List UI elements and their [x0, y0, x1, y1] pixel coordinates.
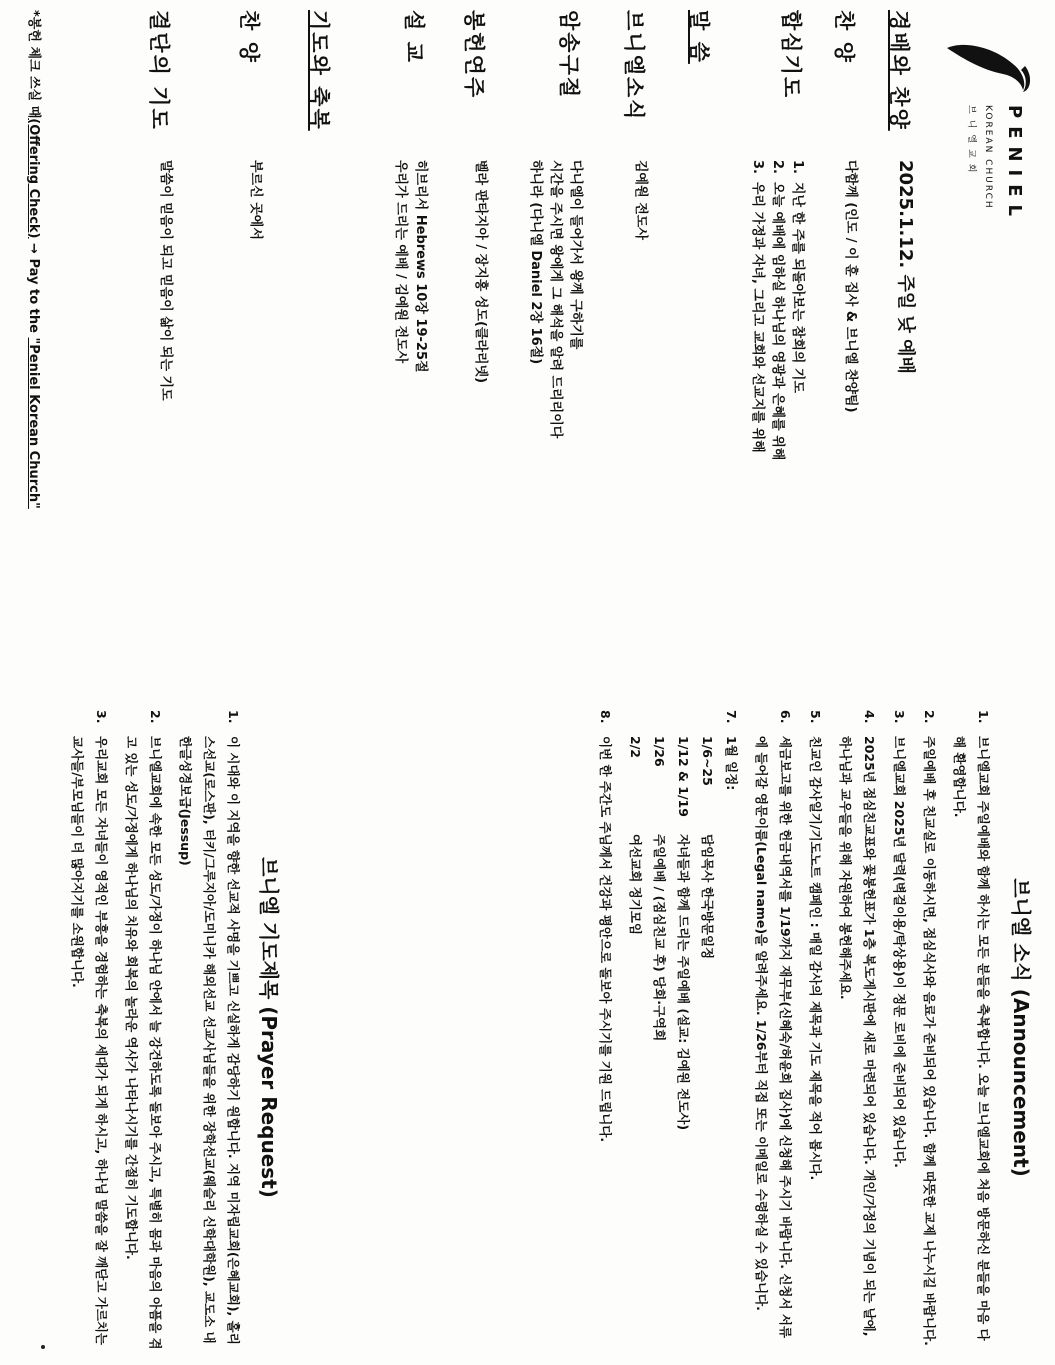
sermon: 히브리서 Hebrews 10장 19-25절 우리가 드리는 예배 / 김예원 전도사 [393, 160, 428, 373]
list-item: 8. 이번 한 주간도 주님께서 건강과 평안으로 돌보아 주시기를 기원 드립니다. [598, 710, 613, 1143]
closing-prayer: 말씀이 믿음이 되고 믿음이 삶이 되는 기도 [158, 160, 173, 401]
list-item: 7. 1월 일정: 1/6~25 담임목사 한국방문일정 1/12 & 1/19 자녀들과 함께 드리는 주일예배 (설교: 김예원 전도사) 1/26 주일예배 / (점심친교 후) 당회·구역회 2/2 여선교회 정기모임 [623, 710, 743, 1350]
list-item: 3. 브니엘교회 2025년 달력(벽걸이용/탁상용)이 정문 로비에 준비되어 있습니다. [892, 710, 907, 1168]
news-leader: 김예원 전도사 [633, 160, 648, 240]
list-item: 3. 우리교회 모든 자녀들이 영적인 부흥을 경험하는 축복의 세대가 되게 하시고, 하나님 말씀을 잘 깨닫고 가르치는 교사들/부모님들이 더 많아지기를 소원합니다. [70, 710, 109, 1346]
section-label: 암송구절 [557, 10, 581, 100]
logo-subtitle: KOREAN CHURCH [983, 105, 993, 210]
prayer-list [747, 160, 807, 680]
section-label: 결단의 기도 [147, 10, 171, 131]
list-item: 2. 브니엘교회에 속한 모든 성도/가정이 하나님 안에서 늘 강건하도록 돌보아 주시고, 특별히 몸과 마음의 아픔을 겪고 있는 성도/가정에게 하나님의 치유와 회복의 놀라운 역사가 나타나시기를 간절히 기도합니다. [124, 710, 163, 1350]
worship-team: 다함께 (인도 / 이 훈 집사 & 브니엘 찬양팀) [843, 160, 858, 413]
prayer-list [59, 710, 245, 1350]
offering-footnote: *봉헌 체크 쓰실 때(Offering Check) → Pay to the "Peniel Korean Church" [26, 10, 41, 509]
prayer-title: 브니엘 기도제목 (Prayer Request) [257, 857, 281, 1198]
schedule-table: 1월 일정: 1/6~25 담임목사 한국방문일정 1/12 & 1/19 자녀들과 함께 드리는 주일예배 (설교: 김예원 전도사) 1/26 주일예배 / (점심친교 후) 당회·구역회 2/2 여선교회 정기모임 [628, 736, 739, 1131]
list-item: 1. 지난 한 주를 되돌아보는 참회의 기도 [790, 160, 805, 393]
service-date: 2025.1.12. 주일 낮 예배 [895, 160, 916, 374]
logo-name: PENIEL [1004, 105, 1025, 225]
section-label: 브니엘소식 [622, 10, 646, 122]
section-label: 봉헌연주 [462, 10, 486, 100]
list-item: 1. 이 시대와 이 지역을 향한 선교적 사명을 기쁘고 신실하게 감당하기 원합니다. 지역 미자립교회(은혜교회), 홀리스선교(로스판), 터키/그루지아/도미니카 해외선교 선교사님들을 위한 장학선교(웨슬리 신학대학원), 교도소 내 한글성경보급(Jessup) [178, 710, 241, 1345]
closing-hymn: 부르신 곳에서 [248, 160, 263, 240]
section-label: 경배와 찬양 [887, 10, 911, 131]
list-item: 4. 2025년 점심친교표와 꽃봉헌표가 1층 복도게시판에 새로 마련되어 있습니다. 개인/가정의 기념이 되는 날에, 하나님과 교우들을 위해 자원하여 봉헌해주세요. [838, 710, 877, 1337]
list-item: 6. 세금보고를 위한 헌금내역서를 1/19까지 재무부(신혜숙/허윤희 집사)에 신청해 주시기 바랍니다. 신청서 서류에 들어갈 영문이름(Legal name)을 알려주세요. 1/26부터 직접 또는 이메일로 수령하실 수 있습니다. [754, 710, 793, 1339]
section-label: 기도와 축복 [307, 10, 331, 131]
announcement-list [587, 710, 995, 1350]
announcements-panel [0, 690, 1055, 1365]
list-item: 2. 오늘 예배에 임하실 하나님의 영광과 은혜를 위해 [770, 160, 785, 461]
church-logo [925, 30, 1035, 230]
section-label: 설 교 [402, 10, 426, 64]
offertory: 벨라 판타지아 / 장지홍 성도(클라리넷) [473, 160, 488, 384]
memory-verse: 다니엘이 들어가서 왕께 구하기를 시간을 주시면 왕에게 그 해석을 알려 드리리이다 하니라 (다니엘 Daniel 2장 16절) [528, 160, 583, 439]
scan-speck [41, 1345, 45, 1349]
list-item: 2. 주일예배 후 친교실로 이동하시면, 점심식사와 음료가 준비되어 있습니다. 함께 따뜻한 교제 나누시길 바랍니다. [922, 710, 937, 1346]
announcement-title: 브니엘 소식 (Announcement) [1009, 878, 1033, 1177]
logo-korean: 브니엘교회 [966, 105, 976, 179]
section-label: 찬 양 [832, 10, 856, 64]
section-label: 찬 양 [237, 10, 261, 64]
list-item: 1. 브니엘교회 주일예배와 함께 하시는 모든 분들을 축복합니다. 오늘 브니엘교회에 처음 방문하신 분들을 마음 다해 환영합니다. [952, 710, 991, 1341]
peniel-logo-icon [940, 30, 1035, 95]
section-label: 말 씀 [687, 10, 711, 64]
list-item: 5. 친교인 감사일기/기도노트 캠페인 : 매일 감사의 제목과 기도 제목을 적어 봅시다. [808, 710, 823, 1181]
list-item: 3. 우리 가정과 자녀, 그리고 교회와 선교지를 위해 [750, 160, 765, 453]
section-label: 합심기도 [779, 10, 803, 100]
